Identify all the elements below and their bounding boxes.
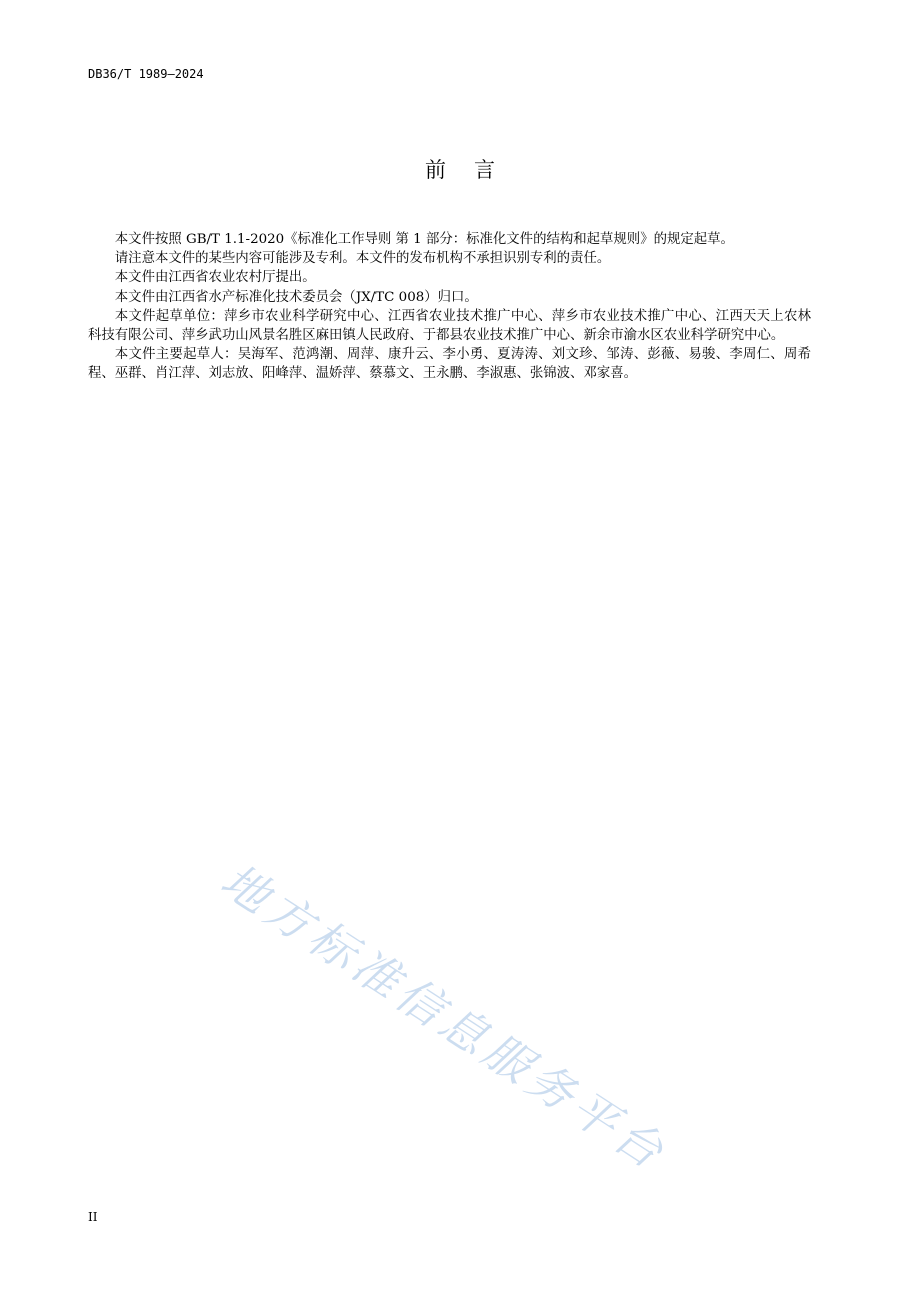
watermark: 地方标准信息服务平台	[211, 852, 678, 1182]
page-title	[0, 154, 920, 184]
paragraph-proposed-by: 本文件由江西省农业农村厅提出。	[114, 270, 316, 286]
paragraph-drafting-rules: 本文件按照 GB/T 1.1-2020《标准化工作导则 第 1 部分：标准化文件的结构和起草规则》的规定起草。	[114, 232, 734, 247]
title-char-1: 前	[425, 158, 446, 182]
title-char-2: 言	[474, 158, 495, 182]
paragraph-drafting-units: 本文件起草单位：萍乡市农业科学研究中心、江西省农业技术推广中心、萍乡市农业技术推广中心、江西天天上农林科技有限公司、萍乡武功山风景名胜区麻田镇人民政府、于都县农业技术推广中心、新余市渝水区农业科学研究中心。	[88, 308, 811, 344]
paragraph-drafters: 本文件主要起草人：吴海军、范鸿潮、周萍、康升云、李小勇、夏涛涛、刘文珍、邹涛、彭薇、易骏、李周仁、周希程、巫群、肖江萍、刘志放、阳峰萍、温娇萍、蔡慕文、王永鹏、李淑惠、张锦波、邓家喜。	[88, 347, 811, 382]
paragraph-patent-notice: 请注意本文件的某些内容可能涉及专利。本文件的发布机构不承担识别专利的责任。	[114, 251, 611, 267]
page-number: II	[88, 1210, 98, 1224]
document-code: DB36/T 1989—2024	[88, 67, 204, 81]
foreword-body	[88, 230, 811, 384]
paragraph-managed-by: 本文件由江西省水产标准化技术委员会（JX/TC 008）归口。	[114, 289, 478, 305]
